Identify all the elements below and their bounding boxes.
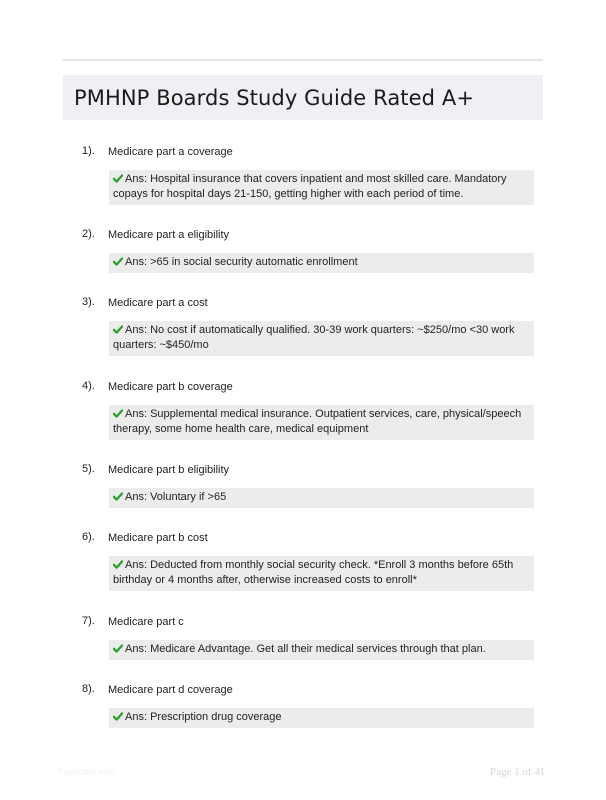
answer-text: Ans: Supplemental medical insurance. Outpatient services, care, physical/speech therapy, some home health care, medical equipment (113, 408, 522, 435)
question-text: Medicare part a coverage (108, 146, 233, 158)
top-divider (63, 59, 543, 61)
question-text: Medicare part b coverage (108, 381, 233, 393)
answer-box (109, 321, 534, 356)
check-icon (113, 325, 123, 334)
question-text: Medicare part b cost (108, 532, 208, 544)
question-text: Medicare part c (108, 616, 184, 628)
check-icon (113, 712, 123, 721)
answer-box (109, 170, 534, 205)
footer-watermark: Papertitle.com (58, 767, 116, 777)
page-title: PMHNP Boards Study Guide Rated A+ (74, 85, 475, 110)
question-number: 2). (82, 228, 95, 240)
question-number: 4). (82, 380, 95, 392)
check-icon (113, 492, 123, 501)
title-bar (63, 75, 543, 120)
question-text: Medicare part a eligibility (108, 229, 230, 241)
question-number: 6). (82, 531, 95, 543)
check-icon (113, 644, 123, 653)
answer-box (109, 488, 534, 508)
answer-text: Ans: Hospital insurance that covers inpatient and most skilled care. Mandatory copays for hospital days 21-150, getting higher with each period of time. (113, 173, 507, 200)
question-number: 3). (82, 296, 95, 308)
question-number: 1). (82, 145, 95, 157)
question-text: Medicare part d coverage (108, 684, 233, 696)
question-number: 7). (82, 615, 95, 627)
answer-box (109, 253, 534, 273)
answer-text: Ans: >65 in social security automatic enrollment (125, 256, 358, 268)
page-number: Page 1 of 41 (490, 766, 546, 778)
answer-text: Ans: Prescription drug coverage (125, 711, 282, 723)
question-text: Medicare part a cost (108, 297, 208, 309)
check-icon (113, 560, 123, 569)
answer-text: Ans: Voluntary if >65 (125, 491, 227, 503)
answer-box (109, 708, 534, 728)
check-icon (113, 409, 123, 418)
answer-box (109, 556, 534, 591)
question-number: 5). (82, 463, 95, 475)
answer-text: Ans: No cost if automatically qualified. 30-39 work quarters: ~$250/mo <30 work quarters: ~$450/mo (113, 324, 515, 351)
question-number: 8). (82, 683, 95, 695)
answer-text: Ans: Medicare Advantage. Get all their medical services through that plan. (125, 643, 486, 655)
check-icon (113, 257, 123, 266)
answer-text: Ans: Deducted from monthly social security check. *Enroll 3 months before 65th birthday or 4 months after, otherwise increased costs to enroll* (113, 559, 514, 586)
check-icon (113, 174, 123, 183)
question-text: Medicare part b eligibility (108, 464, 230, 476)
answer-box (109, 640, 534, 660)
answer-box (109, 405, 534, 440)
